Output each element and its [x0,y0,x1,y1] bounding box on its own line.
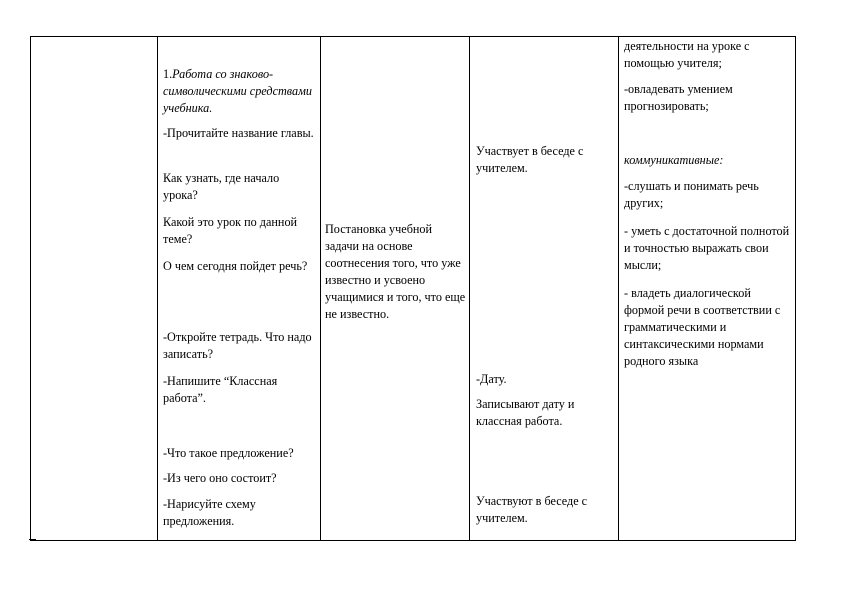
competency-line-5: - уметь с достаточной полнотой и точностью выражать свои мысли; [624,224,790,272]
student-line-3: Записывают дату и классная работа. [476,397,575,428]
teacher-line-10: -Нарисуйте схему предложения. [163,497,256,528]
column-border-3 [469,36,470,541]
column-border-5 [795,36,796,541]
teacher-line-7: -Напишите “Классная работа”. [163,374,278,405]
table-bottom-border [30,540,796,541]
competency-line-6: - владеть диалогической формой речи в соответствии с грамматическими и синтаксическими нормами родного языка [624,286,781,368]
margin-dash [29,539,36,540]
teacher-activity-column [163,66,317,117]
learning-goal-column [325,221,467,323]
teacher-line-8: -Что такое предложение? [163,446,294,460]
student-line-1: Участвует в беседе с учителем. [476,144,584,175]
teacher-line-2: -Прочитайте название главы. [163,126,314,140]
teacher-line-5: О чем сегодня пойдет речь? [163,259,308,273]
competency-heading: коммуникативные: [624,153,724,167]
student-line-4: Участвуют в беседе с учителем. [476,494,588,525]
column-border-2 [320,36,321,541]
task-title: Работа со знаково-символическими средствами учебника. [163,67,312,115]
competency-line-1: деятельности на уроке с помощью учителя; [624,39,750,70]
table-top-border [30,36,796,37]
learning-goal-text: Постановка учебной задачи на основе соотнесения того, что уже известно и усвоено учащимися и того, что еще не известно. [325,222,466,321]
task-heading [163,66,317,117]
teacher-line-9: -Из чего оно состоит? [163,471,277,485]
teacher-line-3: Как узнать, где начало урока? [163,171,280,202]
task-number: 1. [163,67,173,81]
student-line-2: -Дату. [476,372,507,386]
column-border-1 [157,36,158,541]
competency-line-2: -овладевать умением прогнозировать; [624,82,733,113]
column-border-0 [30,36,31,541]
teacher-line-4: Какой это урок по данной теме? [163,215,298,246]
teacher-line-6: -Откройте тетрадь. Что надо записать? [163,330,312,361]
competency-line-4: -слушать и понимать речь других; [624,179,759,210]
column-border-4 [618,36,619,541]
